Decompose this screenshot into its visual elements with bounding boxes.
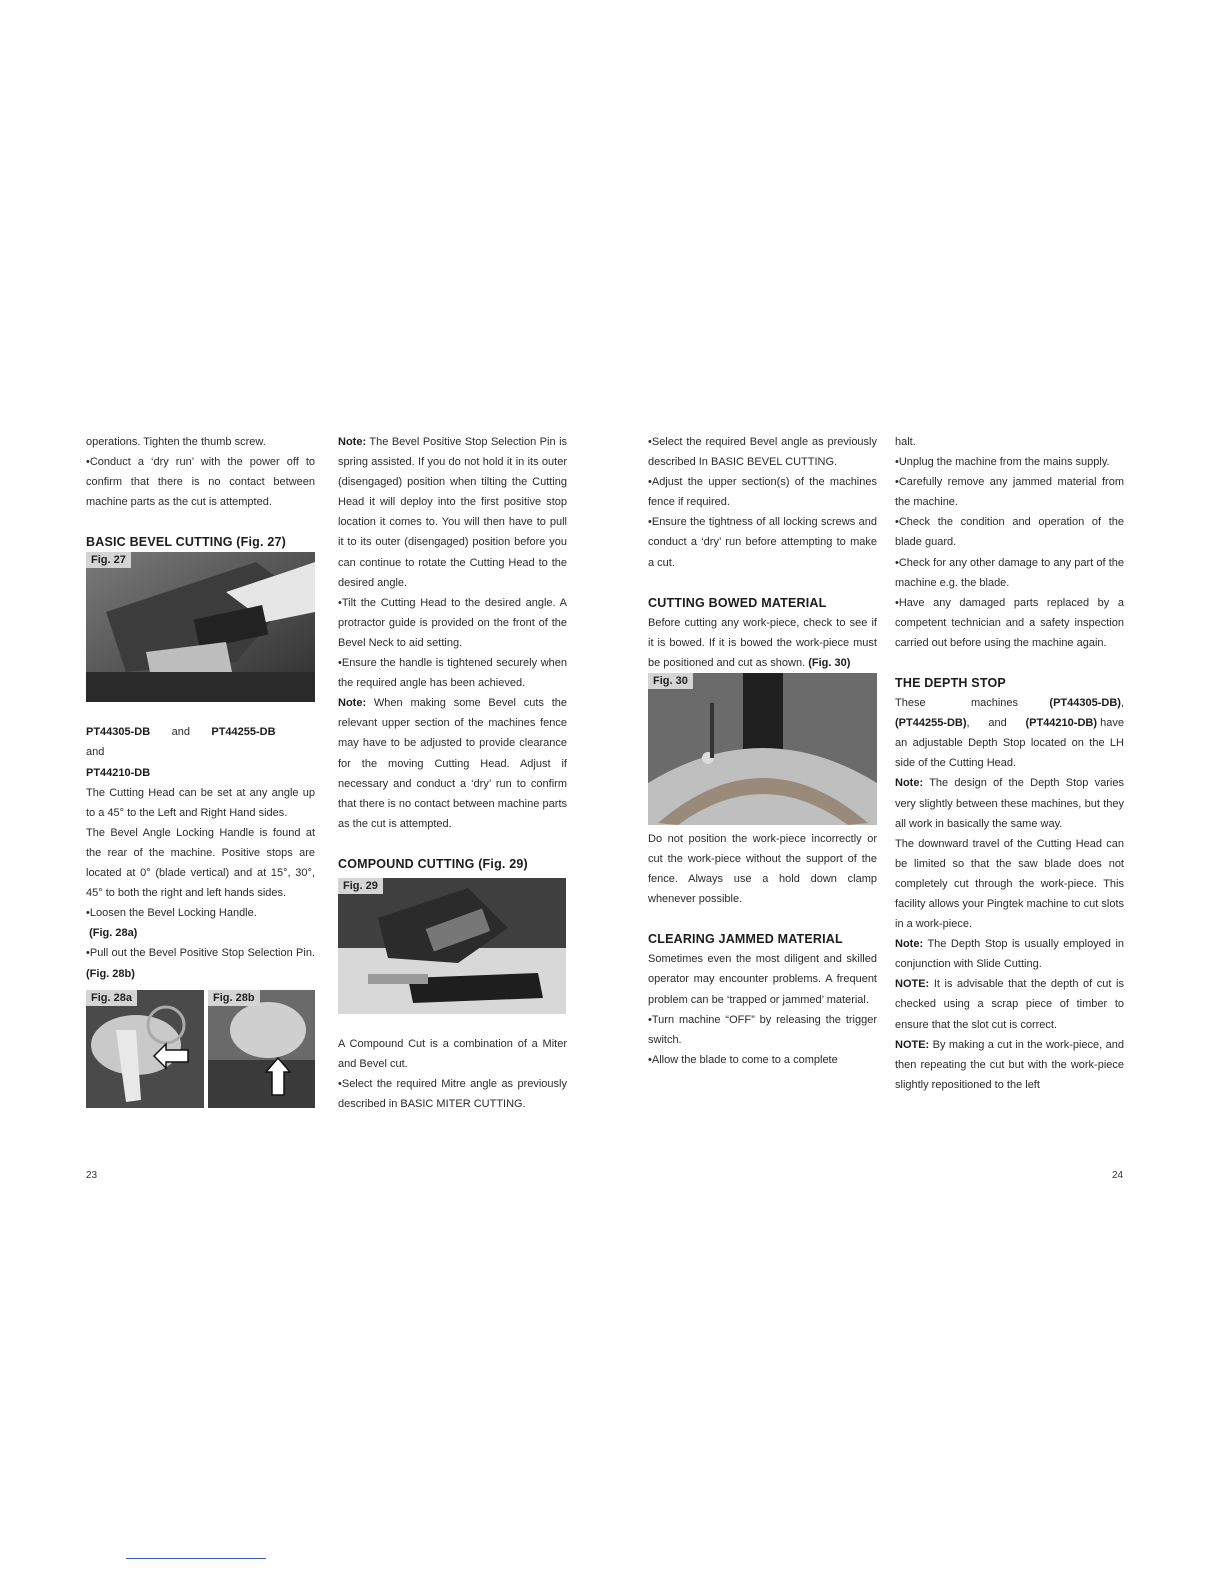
fig30-photo: [648, 673, 877, 825]
ref-text: (Fig. 28b): [86, 967, 135, 980]
paragraph-bowed: [648, 613, 877, 673]
page-number-right: 24: [1112, 1170, 1124, 1181]
fig30-label: Fig. 30: [648, 673, 693, 689]
paragraph: A Compound Cut is a combination of a Miter and Bevel cut.: [338, 1037, 567, 1070]
note-label: Note:: [895, 777, 924, 790]
figure-30: [648, 673, 877, 825]
note-label: NOTE:: [895, 978, 930, 991]
fig28a-ref: [86, 923, 315, 943]
heading-compound: COMPOUND CUTTING (Fig. 29): [338, 856, 528, 871]
model-pt44305: PT44305-DB: [86, 726, 151, 739]
ref-text: (Fig. 30): [808, 656, 851, 669]
figure-28b: [208, 990, 315, 1108]
bullet-allow-blade: •Allow the blade to come to a complete: [648, 1053, 838, 1066]
note-text: The Depth Stop is usually employed in conjunction with Slide Cutting.: [895, 938, 1125, 971]
note-label: Note:: [338, 436, 367, 448]
and-text: and: [988, 717, 1007, 730]
note-label: NOTE:: [895, 1038, 930, 1051]
model-pt44210: PT44210-DB: [86, 766, 151, 779]
bullet-check-guard: •Check the condition and operation of the blade guard.: [895, 516, 1124, 549]
bullet-loosen: •Loosen the Bevel Locking Handle.: [86, 907, 257, 920]
paragraph: The Cutting Head can be set at any angle up to a 45° to the Left and Right Hand sides.: [86, 786, 315, 819]
bullet-tightness: •Ensure the tightness of all locking screws and conduct a ‘dry’ run before attempting to make a cut.: [648, 516, 877, 569]
figure-28-row: [86, 990, 315, 1108]
column-4: [895, 432, 1124, 1095]
bullet-remove-jam: •Carefully remove any jammed material from the machine.: [895, 476, 1124, 509]
paragraph-depth-models: These machines (PT44305-DB), (PT44255-DB), and (PT44210-DB) have an adjustable Depth Stop located on the LH side of the Cutting Head.: [895, 697, 1124, 770]
paragraph-text: have an adjustable Depth Stop located on the LH side of the Cutting Head.: [895, 717, 1124, 770]
note-depth-check: [895, 974, 1124, 1034]
figure-28a: [86, 990, 204, 1108]
footnote-rule: [126, 1558, 266, 1559]
fig28a-label: Fig. 28a: [86, 990, 137, 1006]
fig27-photo: [86, 552, 315, 702]
column-3: [648, 432, 877, 1070]
note-text: By making a cut in the work-piece, and then repeating the cut but with the work-piece slightly repositioned to the left: [895, 1038, 1124, 1091]
note-repeat-cut: [895, 1035, 1124, 1095]
note-slide-cutting: [895, 934, 1124, 974]
heading-bowed: CUTTING BOWED MATERIAL: [648, 595, 827, 610]
fig27-label: Fig. 27: [86, 552, 131, 568]
bullet-pull-out: [86, 943, 315, 983]
note-label: Note:: [338, 697, 367, 710]
paragraph: operations. Tighten the thumb screw.: [86, 436, 266, 448]
heading-jammed: CLEARING JAMMED MATERIAL: [648, 932, 843, 947]
note-text: When making some Bevel cuts the relevant upper section of the machines fence may have to be adjusted to provide clearance for the moving Cutting Head. Adjust if necessary and conduct a ‘dry’ run to confirm that there is no contact between machine parts as the cut is attempted.: [338, 697, 568, 830]
note-bevel-pin: [338, 432, 567, 593]
column-2: [338, 432, 567, 1114]
fig28b-photo: [208, 990, 315, 1108]
bullet-fence: •Adjust the upper section(s) of the machines fence if required.: [648, 476, 877, 509]
paragraph: Do not position the work-piece incorrectly or cut the work-piece without the support of the fence. Always use a hold down clamp whenever possible.: [648, 832, 877, 906]
bullet-ensure-handle: •Ensure the handle is tightened securely when the required angle has been achieved.: [338, 657, 567, 690]
fig29-label: Fig. 29: [338, 878, 383, 894]
paragraph: Sometimes even the most diligent and skilled operator may encounter problems. A frequent problem can be ‘trapped or jammed’ material.: [648, 953, 877, 1006]
bullet-text: •Pull out the Bevel Positive Stop Selection Pin.: [86, 947, 315, 960]
bullet-mitre: •Select the required Mitre angle as previously described in BASIC MITER CUTTING.: [338, 1078, 567, 1111]
note-text: The Bevel Positive Stop Selection Pin is spring assisted. If you do not hold it in its outer (disengaged) position when tilting the Cutting Head it will deploy into the first positive stop location it comes to. You will then have to pull it to its outer (disengaged) position before you can continue to rotate the Cutting Head to the desired angle.: [338, 436, 568, 589]
ref-text: (Fig. 28a): [89, 927, 138, 940]
bullet-tilt: •Tilt the Cutting Head to the desired angle. A protractor guide is provided on the front of the Bevel Neck to aid setting.: [338, 596, 567, 649]
model-pt44255: PT44255-DB: [211, 726, 276, 739]
bullet-unplug: •Unplug the machine from the mains supply.: [895, 456, 1110, 469]
paragraph: halt.: [895, 436, 916, 448]
note-fence: [338, 693, 567, 834]
and-text: and: [171, 726, 190, 739]
paragraph: The downward travel of the Cutting Head can be limited so that the saw blade does not completely cut through the work-piece. This facility allows your Pingtek machine to cut slots in a work-piece.: [895, 837, 1124, 931]
bullet-turn-off: •Turn machine “OFF” by releasing the trigger switch.: [648, 1013, 877, 1046]
column-1: [86, 432, 315, 1108]
paragraph-text: Before cutting any work-piece, check to see if it is bowed. If it is bowed the work-piece must be positioned and cut as shown.: [648, 616, 877, 669]
heading-depth-stop: THE DEPTH STOP: [895, 676, 1006, 691]
paragraph: The Bevel Angle Locking Handle is found at the rear of the machine. Positive stops are located at 0° (blade vertical) and at 15°, 30°, 45° to both the right and left hands sides.: [86, 826, 315, 900]
figure-29: [338, 878, 566, 1014]
and-text: and: [86, 746, 105, 759]
heading-basic-bevel: BASIC BEVEL CUTTING (Fig. 27): [86, 535, 287, 550]
model-pt44210: (PT44210-DB): [1025, 717, 1097, 730]
model-pt44305: (PT44305-DB): [1049, 697, 1121, 710]
page-number-left: 23: [86, 1170, 98, 1181]
fig28a-photo: [86, 990, 204, 1108]
model-line: [86, 722, 315, 762]
figure-27: [86, 552, 315, 702]
fig28b-label: Fig. 28b: [208, 990, 260, 1006]
note-text: The design of the Depth Stop varies very slightly between these machines, but they all work in basically the same way.: [895, 777, 1124, 830]
note-text: It is advisable that the depth of cut is checked using a scrap piece of timber to ensure that the slot cut is correct.: [895, 978, 1124, 1031]
bullet-replace-parts: •Have any damaged parts replaced by a competent technician and a safety inspection carried out before using the machine again.: [895, 596, 1124, 649]
model-pt44255: (PT44255-DB): [895, 717, 967, 730]
paragraph-text: These machines: [895, 697, 1019, 710]
note-depth-design: [895, 773, 1124, 833]
note-label: Note:: [895, 938, 924, 951]
bullet-bevel-angle: •Select the required Bevel angle as previously described In BASIC BEVEL CUTTING.: [648, 436, 877, 469]
bullet-dry-run: •Conduct a ‘dry run’ with the power off to confirm that there is no contact between machine parts as the cut is attempted.: [86, 456, 315, 509]
model-line-2: [86, 763, 315, 783]
fig29-photo: [338, 878, 566, 1014]
bullet-check-damage: •Check for any other damage to any part of the machine e.g. the blade.: [895, 556, 1124, 589]
